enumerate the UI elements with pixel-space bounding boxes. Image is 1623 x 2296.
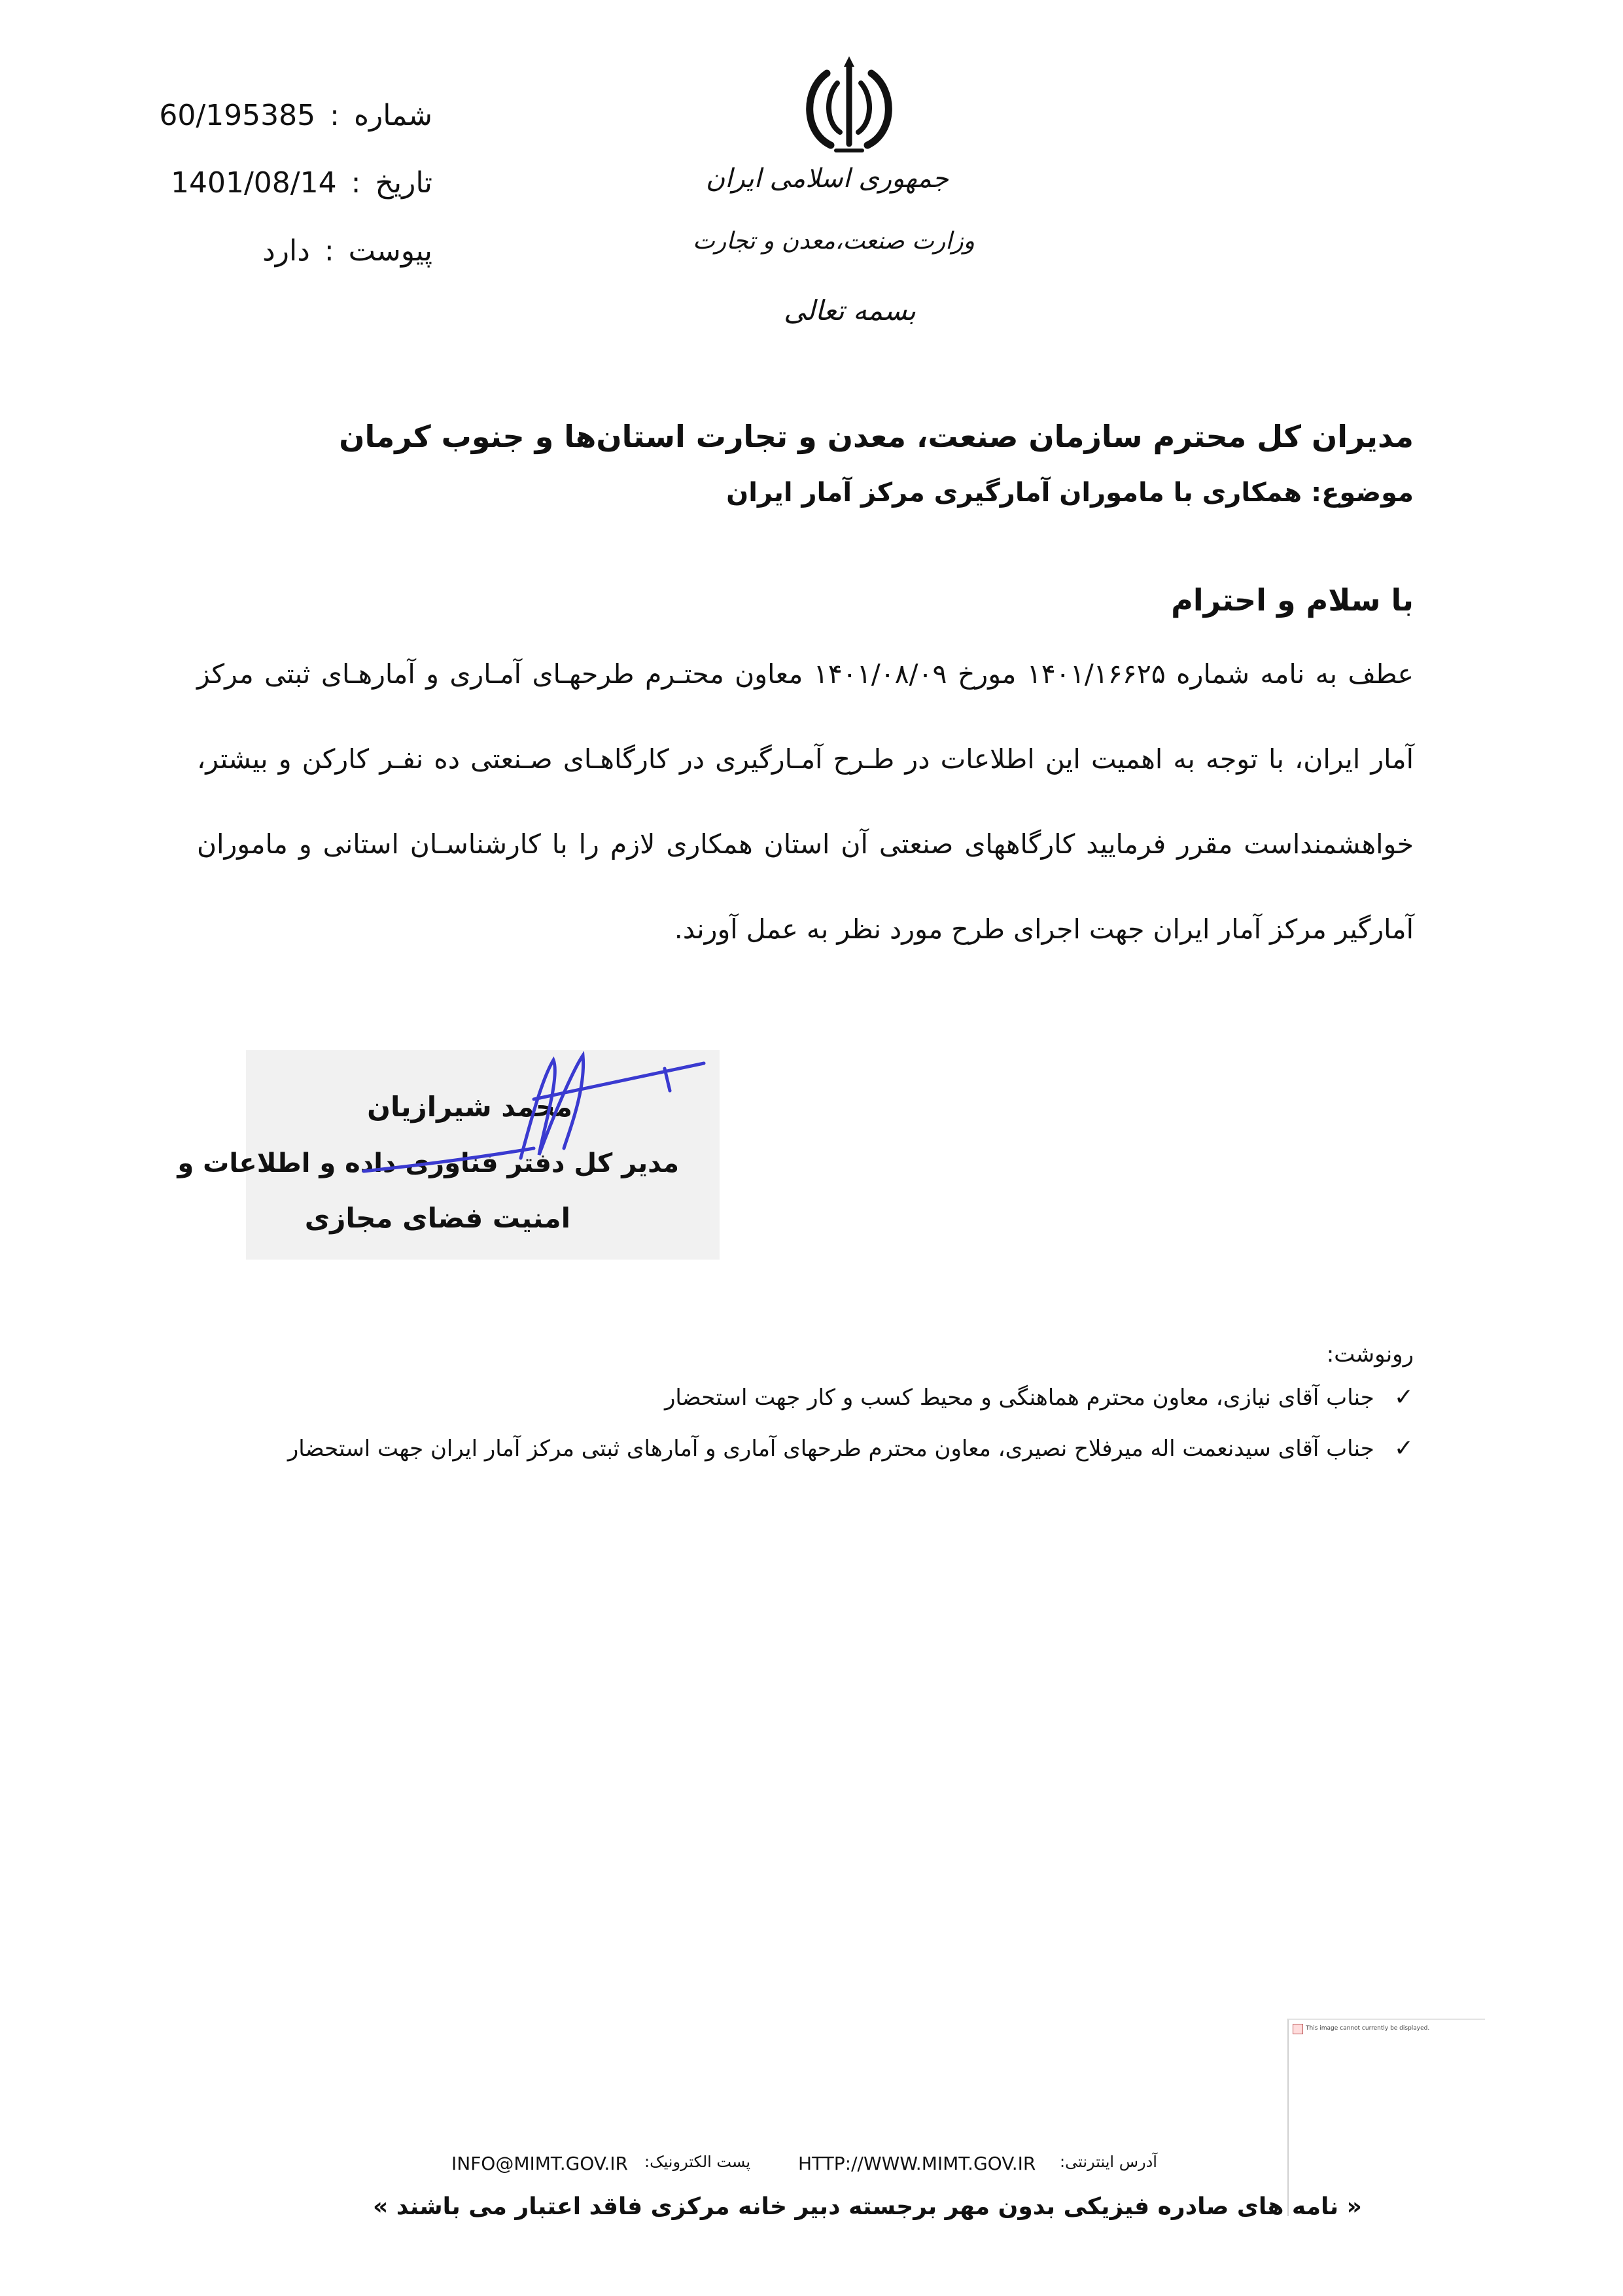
separator: :	[324, 234, 334, 268]
cc-item	[665, 1384, 1414, 1411]
letter-number-label: شماره	[353, 99, 432, 132]
signatory-title-line1: مدیر کل دفتر فناوری داده و اطلاعات و	[177, 1148, 679, 1178]
cc-item-text: جناب آقای سیدنعمت اله میرفلاح نصیری، معاون محترم طرحهای آماری و آمارهای ثبتی مرکز آمار ایران جهت استحضار	[287, 1436, 1374, 1462]
handwritten-signature	[246, 1050, 720, 1260]
signatory-name: محمد شیرازیان	[367, 1091, 572, 1123]
attachment-row	[262, 234, 432, 268]
footer-web-label: آدرس اینترنتی:	[1060, 2153, 1157, 2171]
separator: :	[351, 166, 361, 200]
letter-date-row	[171, 166, 432, 200]
footer-email-value: INFO@MIMT.GOV.IR	[451, 2153, 629, 2174]
broken-image-icon	[1293, 2024, 1303, 2034]
broken-image-message: This image cannot currently be displayed.	[1306, 2025, 1430, 2032]
letter-date-value: 1401/08/14	[171, 166, 337, 200]
footer-email-label: پست الکترونیک:	[644, 2153, 751, 2171]
checkmark-icon: ✓	[1393, 1384, 1414, 1411]
invocation: بسمه تعالی	[784, 294, 916, 327]
republic-name: جمهوری اسلامی ایران	[705, 164, 949, 194]
separator: :	[330, 99, 340, 132]
checkmark-icon: ✓	[1393, 1435, 1414, 1462]
cc-item-text: جناب آقای نیازی، معاون محترم هماهنگی و محیط کسب و کار جهت استحضار	[665, 1385, 1374, 1411]
body-paragraph: عطف به نامه شماره ۱۴۰۱/۱۶۶۲۵ مورخ ۱۴۰۱/۰۸/۰۹ معاون محتـرم طرحهـای آمـاری و آمارهـای ثبتی مرکز آمار ایران، با توجه به اهمیت این اطلاعات در طـرح آمـارگیری در کارگاهـای صـنعتی ده نفـر کارکن و بیشتر، خواهشمنداست مقرر فرمایید کارگاههای صنعتی آن استان همکاری لازم را با کارشناسـان استانی و ماموران آمارگیر مرکز آمار ایران جهت اجرای طرح مورد نظر به عمل آورند.	[197, 658, 1414, 945]
footer-validity-note: « نامه های صادره فیزیکی بدون مهر برجسته دبیر خانه مرکزی فاقد اعتبار می باشند »	[373, 2193, 1362, 2220]
signature-block	[177, 1050, 720, 1260]
cc-item	[288, 1435, 1414, 1462]
broken-image-placeholder	[1287, 2019, 1485, 2216]
iran-emblem-icon	[797, 54, 901, 158]
cc-label: رونوشت:	[1326, 1341, 1414, 1368]
attachment-value: دارد	[262, 234, 310, 268]
subject: موضوع: همکاری با ماموران آمارگیری مرکز آمار ایران	[726, 478, 1414, 508]
letter-number-value: 60/195385	[159, 99, 316, 132]
recipient: مدیران کل محترم سازمان صنعت، معدن و تجارت استان‌ها و جنوب کرمان	[339, 419, 1414, 454]
letter-number-row	[159, 101, 432, 130]
greeting: با سلام و احترام	[1171, 582, 1414, 618]
attachment-label: پیوست	[348, 234, 432, 268]
footer-web-value: HTTP://WWW.MIMT.GOV.IR	[798, 2153, 1036, 2174]
signatory-title-line2: امنیت فضای مجازی	[304, 1202, 570, 1234]
ministry-name: وزارت صنعت،معدن و تجارت	[692, 228, 975, 255]
letter-date-label: تاریخ	[375, 166, 432, 200]
